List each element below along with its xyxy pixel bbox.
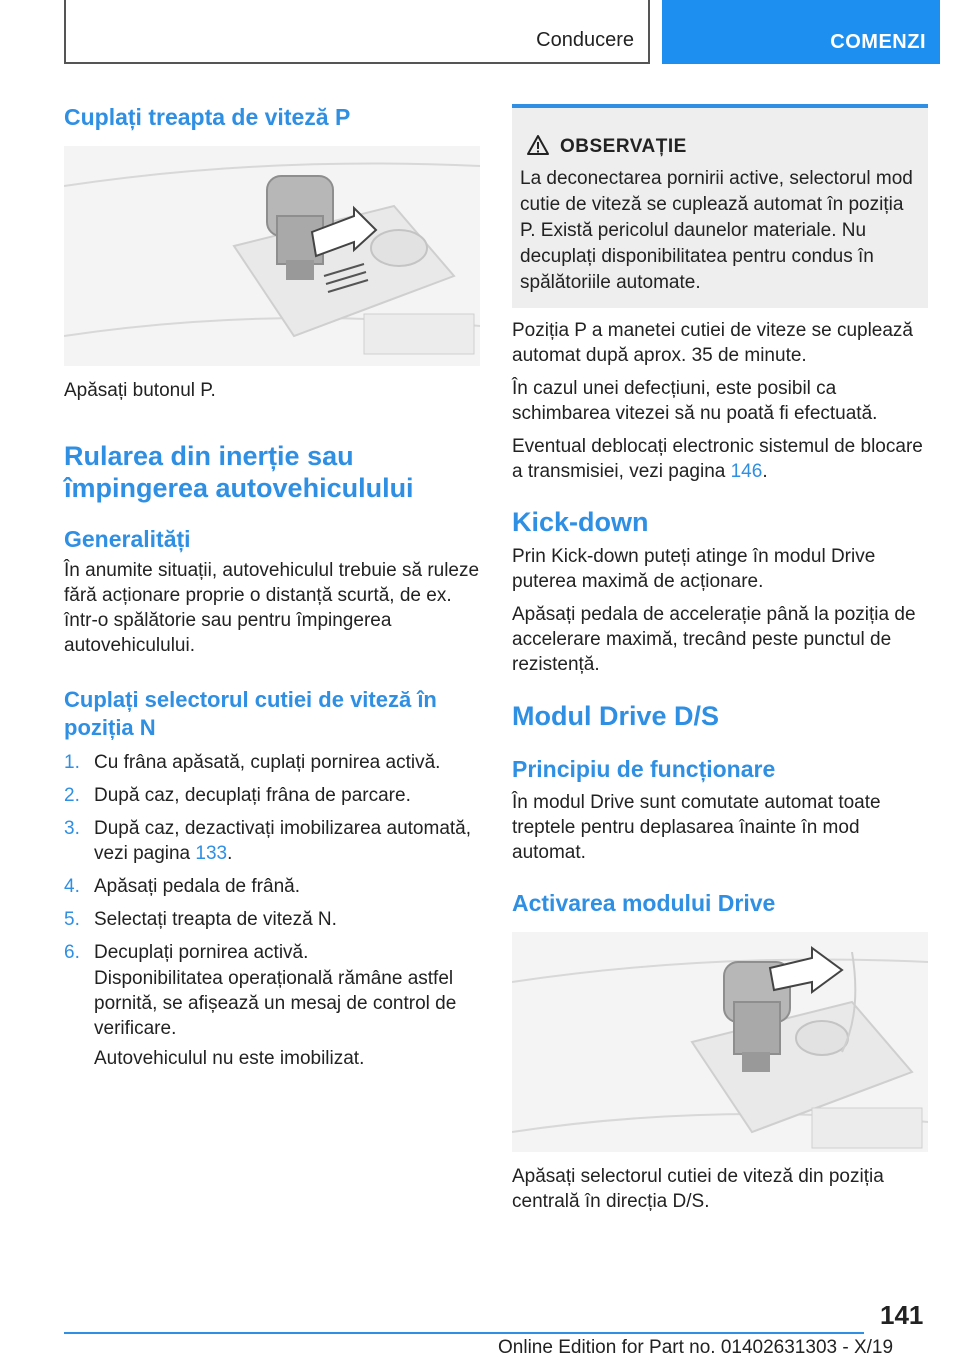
drive-caption: Apăsați selectorul cutiei de viteză din poziția centrală în direcția D/S. [512,1166,884,1212]
gear-selector-drive-illustration [512,932,928,1152]
step-number: 1. [64,752,80,773]
kickdown-text-1: Prin Kick-down puteți atinge în modul Drive puterea maximă de acționare. [512,546,876,592]
step-text: Apăsați pedala de frână. [94,876,300,897]
unlock-text [512,434,930,484]
list-item [64,874,482,899]
park-auto-text: Poziția P a manetei cutiei de viteze se cuplează automat după aprox. 35 de minute. [512,320,913,366]
heading-general: Generalități [64,526,191,552]
list-item [64,907,482,932]
step-number: 3. [64,818,80,839]
page-link-146[interactable]: 146 [730,461,763,482]
principle-text: În modul Drive sunt comutate automat toate treptele pentru deplasarea înainte în mod automat. [512,792,881,863]
header-tab-label: COMENZI [830,31,926,53]
heading-park: Cuplați treapta de viteză P [64,104,351,130]
step-text: Decuplați pornirea activă. [94,942,309,963]
general-text: În anumite situații, autovehiculul trebuie să ruleze fără acționare proprie o distanță scurtă, de ex. într-o spălătorie sau pentru împingerea autovehiculului. [64,560,480,656]
step-number: 6. [64,942,80,963]
step-text-suffix: . [227,843,233,864]
header-section-box [64,0,650,64]
warning-triangle-icon [526,134,550,156]
malfunction-text: În cazul unei defecțiuni, este posibil ca schimbarea vitezei să nu poată fi efectuată. [512,378,878,424]
heading-neutral: Cuplați selectorul cutiei de viteză în poziția N [64,687,437,740]
list-item [64,816,482,866]
step-text: Cu frâna apăsată, cuplați pornirea activă. [94,752,441,773]
warning-text: La deconectarea pornirii active, selectorul mod cutie de viteză se cuplează automat în poziția P. Există pericolul daunelor materiale. Nu decuplați disponibilitatea pentru condus în spălătoriile automate. [520,168,913,293]
heading-activate-drive: Activarea modului Drive [512,890,776,916]
list-item [64,940,482,965]
heading-kickdown: Kick-down [512,507,649,537]
park-caption: Apăsați butonul P. [64,380,216,401]
gear-selector-p-illustration [64,146,480,366]
step6-note-1: Disponibilitatea operațională rămâne astfel pornită, se afișează un mesaj de control de verificare. [94,968,457,1039]
unlock-text-body: Eventual deblocați electronic sistemul de blocare a transmisiei, vezi pagina [512,436,923,482]
list-item [64,750,482,775]
page-link-133[interactable]: 133 [195,843,228,864]
header-tab-box[interactable] [662,0,940,64]
footer-divider [64,1332,864,1334]
step-number: 4. [64,876,80,897]
neutral-steps-list [64,750,482,973]
step-text: Selectați treapta de viteză N. [94,909,337,930]
list-item [64,783,482,808]
header-section-title: Conducere [536,29,634,51]
warning-box [512,104,928,308]
step-text: După caz, dezactivați imobilizarea automată, vezi pagina [94,818,472,864]
footer-edition: Online Edition for Part no. 01402631303 - X/19 [498,1337,894,1358]
kickdown-text-2: Apăsați pedala de accelerație până la poziția de accelerare maximă, trecând peste punctul de rezistență. [512,604,916,675]
step-number: 5. [64,909,80,930]
warning-title: OBSERVAȚIE [560,136,687,157]
heading-drive-mode: Modul Drive D/S [512,701,720,731]
step-text: După caz, decuplați frâna de parcare. [94,785,411,806]
unlock-text-suffix: . [762,461,768,482]
step-number: 2. [64,785,80,806]
step6-note-2: Autovehiculul nu este imobilizat. [94,1048,365,1069]
heading-rolling: Rularea din inerție sau împingerea autovehiculului [64,441,414,503]
heading-principle: Principiu de funcționare [512,756,776,782]
page-number: 141 [880,1300,924,1330]
